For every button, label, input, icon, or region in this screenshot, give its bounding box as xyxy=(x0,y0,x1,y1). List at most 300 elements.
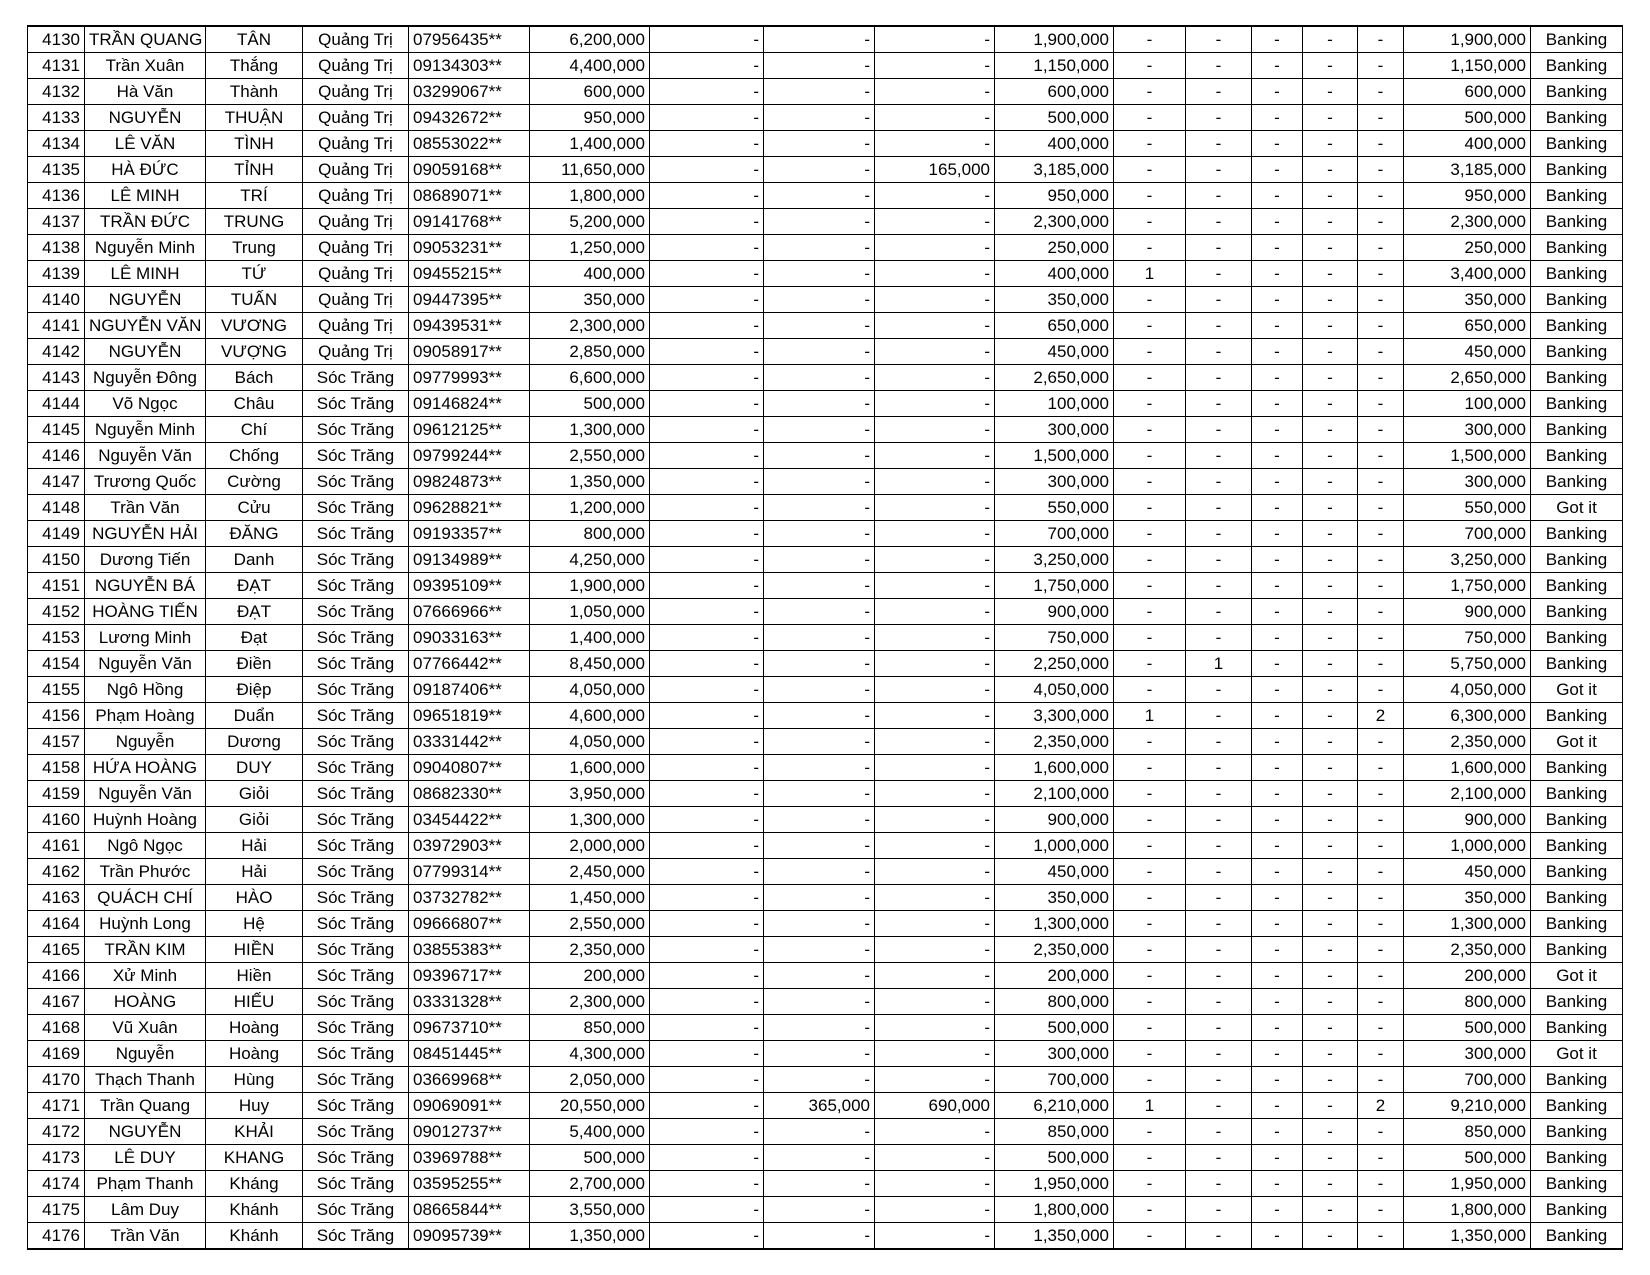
last-middle-name-cell: TRẦN ĐỨC xyxy=(85,209,206,235)
count-g-cell: - xyxy=(1186,391,1252,417)
last-middle-name-cell: Dương Tiến xyxy=(85,547,206,573)
count-g-cell: - xyxy=(1186,885,1252,911)
table-row xyxy=(28,573,1623,599)
payment-method-cell: Banking xyxy=(1531,53,1623,79)
count-g-cell: - xyxy=(1186,833,1252,859)
col-c-cell: - xyxy=(764,209,875,235)
amount-a-cell: 2,000,000 xyxy=(530,833,650,859)
count-f-cell: - xyxy=(1114,1067,1186,1093)
col-d-cell: - xyxy=(875,1197,995,1223)
count-j-cell: - xyxy=(1358,417,1404,443)
phone-cell: 03331442** xyxy=(409,729,530,755)
col-d-cell: - xyxy=(875,521,995,547)
amount-a-cell: 1,450,000 xyxy=(530,885,650,911)
col-b-cell: - xyxy=(650,859,764,885)
count-j-cell: 2 xyxy=(1358,1093,1404,1119)
count-h-cell: - xyxy=(1252,1067,1303,1093)
col-c-cell: - xyxy=(764,547,875,573)
phone-cell: 09095739** xyxy=(409,1223,530,1250)
first-name-cell: ĐẠT xyxy=(206,573,303,599)
col-d-cell: - xyxy=(875,183,995,209)
col-b-cell: - xyxy=(650,313,764,339)
first-name-cell: Đạt xyxy=(206,625,303,651)
count-g-cell: - xyxy=(1186,79,1252,105)
col-d-cell: - xyxy=(875,833,995,859)
row-id-cell: 4156 xyxy=(28,703,85,729)
total-cell: 550,000 xyxy=(1404,495,1531,521)
total-cell: 4,050,000 xyxy=(1404,677,1531,703)
count-f-cell: - xyxy=(1114,365,1186,391)
col-d-cell: - xyxy=(875,599,995,625)
first-name-cell: Hùng xyxy=(206,1067,303,1093)
count-f-cell: - xyxy=(1114,937,1186,963)
col-d-cell: - xyxy=(875,677,995,703)
amount-e-cell: 1,800,000 xyxy=(995,1197,1114,1223)
row-id-cell: 4149 xyxy=(28,521,85,547)
col-d-cell: - xyxy=(875,79,995,105)
count-i-cell: - xyxy=(1303,937,1358,963)
row-id-cell: 4159 xyxy=(28,781,85,807)
phone-cell: 08682330** xyxy=(409,781,530,807)
total-cell: 950,000 xyxy=(1404,183,1531,209)
table-row xyxy=(28,521,1623,547)
col-c-cell: - xyxy=(764,495,875,521)
amount-e-cell: 700,000 xyxy=(995,1067,1114,1093)
first-name-cell: Hải xyxy=(206,859,303,885)
first-name-cell: HIỀN xyxy=(206,937,303,963)
province-cell: Quảng Trị xyxy=(303,261,409,287)
province-cell: Sóc Trăng xyxy=(303,911,409,937)
total-cell: 9,210,000 xyxy=(1404,1093,1531,1119)
total-cell: 900,000 xyxy=(1404,599,1531,625)
payment-method-cell: Banking xyxy=(1531,79,1623,105)
table-row xyxy=(28,911,1623,937)
count-g-cell: - xyxy=(1186,339,1252,365)
payment-method-cell: Banking xyxy=(1531,469,1623,495)
row-id-cell: 4175 xyxy=(28,1197,85,1223)
phone-cell: 09439531** xyxy=(409,313,530,339)
count-h-cell: - xyxy=(1252,729,1303,755)
count-g-cell: - xyxy=(1186,313,1252,339)
count-i-cell: - xyxy=(1303,755,1358,781)
province-cell: Sóc Trăng xyxy=(303,937,409,963)
total-cell: 400,000 xyxy=(1404,131,1531,157)
col-c-cell: - xyxy=(764,365,875,391)
count-j-cell: - xyxy=(1358,53,1404,79)
col-d-cell: - xyxy=(875,1015,995,1041)
first-name-cell: Hoàng xyxy=(206,1041,303,1067)
count-f-cell: - xyxy=(1114,105,1186,131)
count-g-cell: - xyxy=(1186,469,1252,495)
first-name-cell: Giỏi xyxy=(206,807,303,833)
phone-cell: 03855383** xyxy=(409,937,530,963)
count-f-cell: - xyxy=(1114,157,1186,183)
count-i-cell: - xyxy=(1303,313,1358,339)
col-d-cell: - xyxy=(875,1067,995,1093)
first-name-cell: Trung xyxy=(206,235,303,261)
total-cell: 3,250,000 xyxy=(1404,547,1531,573)
col-d-cell: - xyxy=(875,859,995,885)
last-middle-name-cell: Thạch Thanh xyxy=(85,1067,206,1093)
phone-cell: 09612125** xyxy=(409,417,530,443)
count-g-cell: - xyxy=(1186,287,1252,313)
count-h-cell: - xyxy=(1252,1041,1303,1067)
col-d-cell: - xyxy=(875,235,995,261)
count-g-cell: - xyxy=(1186,261,1252,287)
col-b-cell: - xyxy=(650,703,764,729)
col-b-cell: - xyxy=(650,781,764,807)
amount-a-cell: 350,000 xyxy=(530,287,650,313)
table-row xyxy=(28,677,1623,703)
phone-cell: 09824873** xyxy=(409,469,530,495)
count-h-cell: - xyxy=(1252,599,1303,625)
count-g-cell: - xyxy=(1186,1119,1252,1145)
count-g-cell: - xyxy=(1186,1093,1252,1119)
amount-e-cell: 4,050,000 xyxy=(995,677,1114,703)
count-h-cell: - xyxy=(1252,469,1303,495)
total-cell: 1,000,000 xyxy=(1404,833,1531,859)
count-i-cell: - xyxy=(1303,261,1358,287)
row-id-cell: 4151 xyxy=(28,573,85,599)
total-cell: 450,000 xyxy=(1404,339,1531,365)
total-cell: 900,000 xyxy=(1404,807,1531,833)
first-name-cell: Châu xyxy=(206,391,303,417)
count-h-cell: - xyxy=(1252,1015,1303,1041)
count-i-cell: - xyxy=(1303,443,1358,469)
table-row xyxy=(28,781,1623,807)
count-h-cell: - xyxy=(1252,235,1303,261)
col-b-cell: - xyxy=(650,157,764,183)
amount-e-cell: 2,100,000 xyxy=(995,781,1114,807)
col-c-cell: - xyxy=(764,807,875,833)
count-h-cell: - xyxy=(1252,807,1303,833)
count-j-cell: - xyxy=(1358,989,1404,1015)
last-middle-name-cell: Huỳnh Long xyxy=(85,911,206,937)
phone-cell: 09033163** xyxy=(409,625,530,651)
count-f-cell: 1 xyxy=(1114,703,1186,729)
total-cell: 700,000 xyxy=(1404,1067,1531,1093)
count-j-cell: - xyxy=(1358,261,1404,287)
count-g-cell: - xyxy=(1186,547,1252,573)
total-cell: 500,000 xyxy=(1404,105,1531,131)
amount-e-cell: 2,350,000 xyxy=(995,937,1114,963)
col-d-cell: - xyxy=(875,703,995,729)
total-cell: 1,900,000 xyxy=(1404,26,1531,53)
count-g-cell: - xyxy=(1186,1067,1252,1093)
count-i-cell: - xyxy=(1303,1041,1358,1067)
row-id-cell: 4162 xyxy=(28,859,85,885)
col-d-cell: - xyxy=(875,261,995,287)
table-row xyxy=(28,1145,1623,1171)
amount-a-cell: 850,000 xyxy=(530,1015,650,1041)
first-name-cell: Hoàng xyxy=(206,1015,303,1041)
count-i-cell: - xyxy=(1303,339,1358,365)
phone-cell: 03454422** xyxy=(409,807,530,833)
province-cell: Sóc Trăng xyxy=(303,1223,409,1250)
count-g-cell: - xyxy=(1186,781,1252,807)
payment-method-cell: Banking xyxy=(1531,1093,1623,1119)
count-h-cell: - xyxy=(1252,703,1303,729)
first-name-cell: Thành xyxy=(206,79,303,105)
amount-a-cell: 1,400,000 xyxy=(530,625,650,651)
row-id-cell: 4170 xyxy=(28,1067,85,1093)
count-h-cell: - xyxy=(1252,131,1303,157)
payment-method-cell: Banking xyxy=(1531,131,1623,157)
payment-method-cell: Banking xyxy=(1531,105,1623,131)
first-name-cell: Hiền xyxy=(206,963,303,989)
table-row xyxy=(28,547,1623,573)
count-i-cell: - xyxy=(1303,1067,1358,1093)
payment-method-cell: Banking xyxy=(1531,157,1623,183)
amount-e-cell: 2,250,000 xyxy=(995,651,1114,677)
payment-method-cell: Banking xyxy=(1531,859,1623,885)
col-c-cell: - xyxy=(764,26,875,53)
province-cell: Sóc Trăng xyxy=(303,1067,409,1093)
amount-e-cell: 2,300,000 xyxy=(995,209,1114,235)
count-j-cell: - xyxy=(1358,365,1404,391)
payment-method-cell: Got it xyxy=(1531,495,1623,521)
count-h-cell: - xyxy=(1252,573,1303,599)
amount-a-cell: 1,050,000 xyxy=(530,599,650,625)
phone-cell: 09012737** xyxy=(409,1119,530,1145)
last-middle-name-cell: Phạm Hoàng xyxy=(85,703,206,729)
col-b-cell: - xyxy=(650,365,764,391)
total-cell: 650,000 xyxy=(1404,313,1531,339)
table-row xyxy=(28,1197,1623,1223)
count-g-cell: - xyxy=(1186,443,1252,469)
phone-cell: 09396717** xyxy=(409,963,530,989)
col-c-cell: - xyxy=(764,963,875,989)
col-c-cell: - xyxy=(764,885,875,911)
payment-method-cell: Got it xyxy=(1531,677,1623,703)
total-cell: 1,800,000 xyxy=(1404,1197,1531,1223)
last-middle-name-cell: Xử Minh xyxy=(85,963,206,989)
count-h-cell: - xyxy=(1252,365,1303,391)
row-id-cell: 4133 xyxy=(28,105,85,131)
amount-a-cell: 500,000 xyxy=(530,391,650,417)
col-c-cell: - xyxy=(764,755,875,781)
count-g-cell: - xyxy=(1186,53,1252,79)
first-name-cell: KHANG xyxy=(206,1145,303,1171)
payment-method-cell: Banking xyxy=(1531,391,1623,417)
col-b-cell: - xyxy=(650,1197,764,1223)
count-h-cell: - xyxy=(1252,261,1303,287)
province-cell: Quảng Trị xyxy=(303,313,409,339)
col-d-cell: - xyxy=(875,1223,995,1250)
amount-a-cell: 2,450,000 xyxy=(530,859,650,885)
count-f-cell: - xyxy=(1114,235,1186,261)
last-middle-name-cell: Trần Văn xyxy=(85,1223,206,1250)
count-g-cell: - xyxy=(1186,131,1252,157)
count-g-cell: - xyxy=(1186,209,1252,235)
col-c-cell: - xyxy=(764,157,875,183)
count-j-cell: - xyxy=(1358,599,1404,625)
col-d-cell: - xyxy=(875,443,995,469)
row-id-cell: 4134 xyxy=(28,131,85,157)
first-name-cell: Cường xyxy=(206,469,303,495)
count-f-cell: - xyxy=(1114,625,1186,651)
province-cell: Quảng Trị xyxy=(303,157,409,183)
col-b-cell: - xyxy=(650,625,764,651)
count-h-cell: - xyxy=(1252,287,1303,313)
amount-e-cell: 1,150,000 xyxy=(995,53,1114,79)
phone-cell: 09134303** xyxy=(409,53,530,79)
count-g-cell: - xyxy=(1186,703,1252,729)
amount-e-cell: 1,600,000 xyxy=(995,755,1114,781)
col-c-cell: - xyxy=(764,729,875,755)
total-cell: 300,000 xyxy=(1404,1041,1531,1067)
count-i-cell: - xyxy=(1303,625,1358,651)
count-f-cell: - xyxy=(1114,781,1186,807)
total-cell: 1,950,000 xyxy=(1404,1171,1531,1197)
first-name-cell: VƯƠNG xyxy=(206,313,303,339)
last-middle-name-cell: Phạm Thanh xyxy=(85,1171,206,1197)
col-c-cell: - xyxy=(764,391,875,417)
count-h-cell: - xyxy=(1252,1197,1303,1223)
table-row xyxy=(28,1067,1623,1093)
amount-e-cell: 500,000 xyxy=(995,1015,1114,1041)
payment-method-cell: Banking xyxy=(1531,443,1623,469)
count-j-cell: - xyxy=(1358,755,1404,781)
first-name-cell: Duẩn xyxy=(206,703,303,729)
first-name-cell: Chống xyxy=(206,443,303,469)
count-j-cell: - xyxy=(1358,26,1404,53)
province-cell: Sóc Trăng xyxy=(303,417,409,443)
col-c-cell: - xyxy=(764,599,875,625)
count-j-cell: - xyxy=(1358,209,1404,235)
amount-e-cell: 3,300,000 xyxy=(995,703,1114,729)
last-middle-name-cell: Trần Xuân xyxy=(85,53,206,79)
province-cell: Sóc Trăng xyxy=(303,963,409,989)
payment-method-cell: Banking xyxy=(1531,885,1623,911)
amount-e-cell: 850,000 xyxy=(995,1119,1114,1145)
count-i-cell: - xyxy=(1303,157,1358,183)
count-f-cell: - xyxy=(1114,1015,1186,1041)
col-b-cell: - xyxy=(650,469,764,495)
first-name-cell: THUẬN xyxy=(206,105,303,131)
col-c-cell: - xyxy=(764,911,875,937)
col-d-cell: - xyxy=(875,53,995,79)
province-cell: Sóc Trăng xyxy=(303,859,409,885)
row-id-cell: 4155 xyxy=(28,677,85,703)
count-h-cell: - xyxy=(1252,443,1303,469)
amount-a-cell: 950,000 xyxy=(530,105,650,131)
row-id-cell: 4153 xyxy=(28,625,85,651)
count-j-cell: - xyxy=(1358,547,1404,573)
amount-e-cell: 300,000 xyxy=(995,417,1114,443)
payment-method-cell: Banking xyxy=(1531,599,1623,625)
last-middle-name-cell: Trần Văn xyxy=(85,495,206,521)
col-c-cell: - xyxy=(764,1119,875,1145)
row-id-cell: 4163 xyxy=(28,885,85,911)
total-cell: 600,000 xyxy=(1404,79,1531,105)
total-cell: 1,600,000 xyxy=(1404,755,1531,781)
count-g-cell: - xyxy=(1186,989,1252,1015)
phone-cell: 09651819** xyxy=(409,703,530,729)
row-id-cell: 4164 xyxy=(28,911,85,937)
total-cell: 750,000 xyxy=(1404,625,1531,651)
last-middle-name-cell: Trần Phước xyxy=(85,859,206,885)
count-f-cell: - xyxy=(1114,599,1186,625)
count-i-cell: - xyxy=(1303,547,1358,573)
count-i-cell: - xyxy=(1303,651,1358,677)
count-g-cell: - xyxy=(1186,183,1252,209)
amount-a-cell: 2,550,000 xyxy=(530,443,650,469)
count-h-cell: - xyxy=(1252,313,1303,339)
col-c-cell: - xyxy=(764,339,875,365)
col-d-cell: - xyxy=(875,807,995,833)
row-id-cell: 4169 xyxy=(28,1041,85,1067)
last-middle-name-cell: NGUYỄN BÁ xyxy=(85,573,206,599)
col-d-cell: - xyxy=(875,547,995,573)
province-cell: Quảng Trị xyxy=(303,209,409,235)
table-row xyxy=(28,365,1623,391)
province-cell: Sóc Trăng xyxy=(303,443,409,469)
first-name-cell: Dương xyxy=(206,729,303,755)
table-row xyxy=(28,417,1623,443)
table-row xyxy=(28,1093,1623,1119)
col-c-cell: - xyxy=(764,261,875,287)
last-middle-name-cell: Nguyễn Văn xyxy=(85,651,206,677)
count-g-cell: - xyxy=(1186,1041,1252,1067)
amount-e-cell: 700,000 xyxy=(995,521,1114,547)
count-i-cell: - xyxy=(1303,1223,1358,1250)
last-middle-name-cell: Trần Quang xyxy=(85,1093,206,1119)
total-cell: 500,000 xyxy=(1404,1015,1531,1041)
total-cell: 2,350,000 xyxy=(1404,937,1531,963)
amount-a-cell: 2,300,000 xyxy=(530,989,650,1015)
phone-cell: 03732782** xyxy=(409,885,530,911)
province-cell: Sóc Trăng xyxy=(303,1119,409,1145)
row-id-cell: 4173 xyxy=(28,1145,85,1171)
count-i-cell: - xyxy=(1303,989,1358,1015)
payment-method-cell: Banking xyxy=(1531,521,1623,547)
province-cell: Sóc Trăng xyxy=(303,547,409,573)
payment-method-cell: Banking xyxy=(1531,287,1623,313)
count-g-cell: - xyxy=(1186,105,1252,131)
amount-a-cell: 20,550,000 xyxy=(530,1093,650,1119)
count-i-cell: - xyxy=(1303,209,1358,235)
first-name-cell: Hệ xyxy=(206,911,303,937)
col-c-cell: - xyxy=(764,79,875,105)
count-i-cell: - xyxy=(1303,417,1358,443)
first-name-cell: VƯỢNG xyxy=(206,339,303,365)
count-h-cell: - xyxy=(1252,521,1303,547)
col-d-cell: - xyxy=(875,313,995,339)
col-b-cell: - xyxy=(650,521,764,547)
last-middle-name-cell: Vũ Xuân xyxy=(85,1015,206,1041)
count-f-cell: - xyxy=(1114,79,1186,105)
col-c-cell: - xyxy=(764,443,875,469)
last-middle-name-cell: Nguyễn Văn xyxy=(85,781,206,807)
count-j-cell: - xyxy=(1358,573,1404,599)
count-j-cell: - xyxy=(1358,235,1404,261)
table-row xyxy=(28,703,1623,729)
count-j-cell: - xyxy=(1358,963,1404,989)
payment-method-cell: Banking xyxy=(1531,911,1623,937)
count-g-cell: - xyxy=(1186,911,1252,937)
count-j-cell: - xyxy=(1358,391,1404,417)
col-d-cell: - xyxy=(875,781,995,807)
count-f-cell: - xyxy=(1114,495,1186,521)
col-b-cell: - xyxy=(650,963,764,989)
amount-e-cell: 200,000 xyxy=(995,963,1114,989)
first-name-cell: TRUNG xyxy=(206,209,303,235)
col-c-cell: - xyxy=(764,833,875,859)
table-row xyxy=(28,755,1623,781)
phone-cell: 09455215** xyxy=(409,261,530,287)
count-i-cell: - xyxy=(1303,703,1358,729)
